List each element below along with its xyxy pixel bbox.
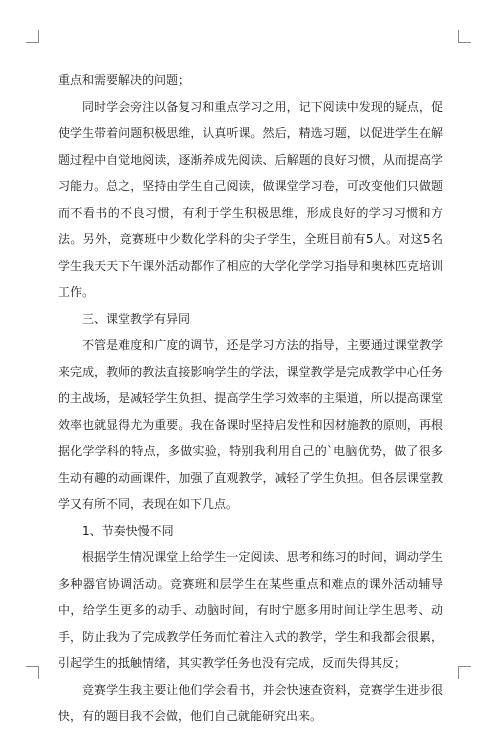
crop-mark-top-right — [458, 30, 471, 43]
paragraph-1: 重点和需要解决的问题； — [58, 73, 191, 87]
subheading: 1、节奏快慢不同 — [82, 523, 174, 538]
document-body — [58, 67, 443, 730]
paragraph-6: 根据学生情况课堂上给学生一定阅读、思考和练习的时间，调动学生多种器官协调活动。竞赛班和层学生在某些重点和难点的课外活动辅导中，给学生更多的动手、动脑时间，有时宁愿多用时间让学生思考、动手，防止我为了完成教学任务而忙着注入式的教学，学生和我都会很累，引起学生的抵触情绪，其实教学任务也没有完成，反而失得其反； — [58, 550, 443, 670]
crop-mark-bottom-right — [458, 666, 471, 679]
paragraph-2: 同时学会旁注以备复习和重点学习之用，记下阅读中发现的疑点，促使学生带着问题积极思维，认真听课。然后，精选习题，以促进学生在解题过程中自觉地阅读，逐渐养成先阅读、后解题的良好习惯，从而提高学习能力。总之，坚持由学生自己阅读，做课堂学习卷，可改变他们只做题而不看书的不良习惯，有利于学生积极思维，形成良好的学习习惯和方法。另外，竞赛班中少数化学科的尖子学生，全班目前有5人。对这5名学生我天天下午课外活动都作了相应的大学化学学习指导和奥林匹克培训工作。 — [58, 99, 443, 299]
crop-mark-bottom-left — [26, 666, 39, 679]
crop-mark-top-left — [26, 30, 39, 43]
paragraph-4: 不管是难度和广度的调节，还是学习方法的指导，主要通过课堂教学来完成，教师的教法直接影响学生的学法，课堂教学是完成教学中心任务的主战场，是减轻学生负担、提高学生学习效率的主渠道，所以提高课堂效率也就显得尤为重要。我在备课时坚持启发性和因材施教的原则，再根据化学学科的特点，多做实验，特别我利用自己的`电脑优势，做了很多生动有趣的动画课件，加强了直观教学，减轻了学生负担。但各层课堂教学又有所不同，表现在如下几点。 — [58, 338, 443, 511]
paragraph-7: 竞赛学生我主要让他们学会看书，并会快速查资料，竞赛学生进步很快，有的题目我不会做，他们自己就能研究出来。 — [58, 682, 443, 723]
section-heading: 三、课堂教学有异同 — [82, 311, 191, 326]
